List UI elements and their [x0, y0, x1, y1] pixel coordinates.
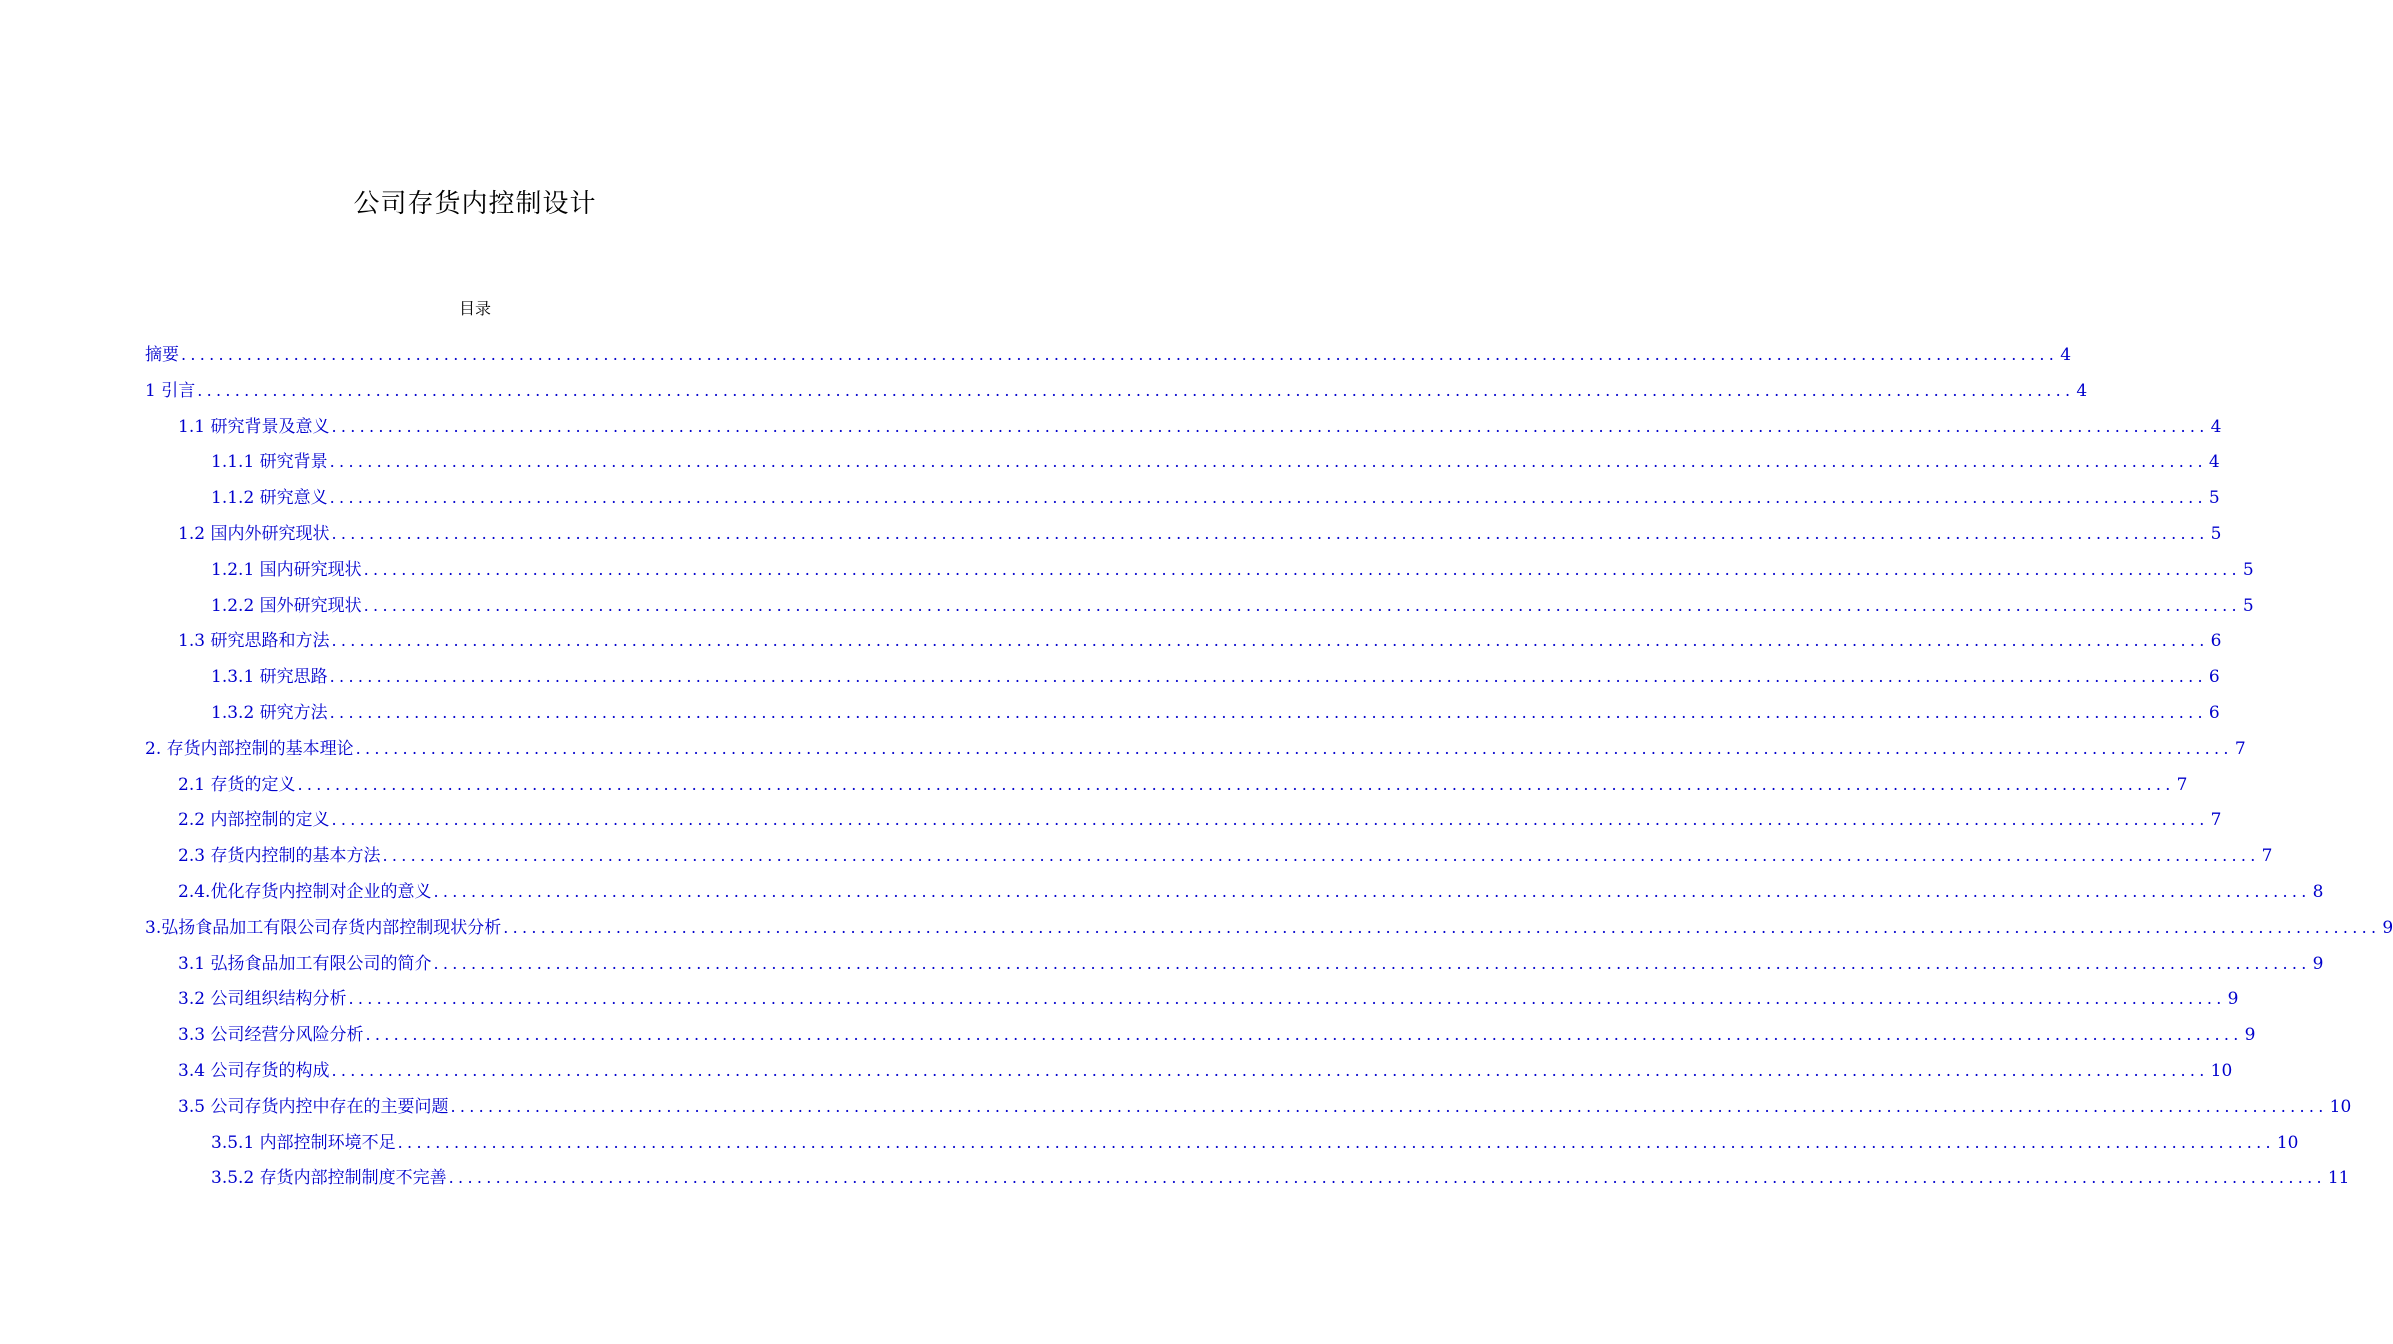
toc-entry[interactable] — [211, 1125, 2299, 1161]
toc-entry-page: 9 — [2244, 1025, 2256, 1046]
toc-entry[interactable] — [211, 1160, 2350, 1196]
toc-entry-page: 6 — [2210, 631, 2222, 652]
toc-entry-page: 6 — [2208, 703, 2220, 723]
toc-leader-dots: ........................................................................................................................................................................................................ — [433, 882, 2311, 901]
toc-leader-dots: ........................................................................................................................................................................................................ — [329, 703, 2207, 722]
toc-leader-dots: ........................................................................................................................................................................................................ — [181, 345, 2059, 364]
toc-leader-dots: ........................................................................................................................................................................................................ — [363, 559, 2241, 579]
toc-entry-label: 3.3 公司经营分风险分析 — [178, 1025, 364, 1046]
toc-entry-page: 5 — [2210, 524, 2222, 544]
toc-entry[interactable] — [211, 444, 2220, 480]
toc-entry[interactable] — [211, 695, 2220, 731]
toc-entry-page: 10 — [2329, 1096, 2352, 1117]
toc-entry-label: 1.1.1 研究背景 — [211, 452, 328, 473]
toc-entry-label: 1.2.1 国内研究现状 — [211, 559, 362, 580]
toc-entry-label: 1.1.2 研究意义 — [211, 488, 328, 509]
toc-entry-page: 4 — [2060, 345, 2072, 365]
toc-entry-label: 2.3 存货内控制的基本方法 — [178, 846, 381, 867]
toc-leader-dots: ........................................................................................................................................................................................................ — [448, 1168, 2326, 1188]
toc-leader-dots: ........................................................................................................................................................................................................ — [297, 774, 2175, 794]
toc-entry[interactable] — [178, 623, 2222, 659]
toc-entry-page: 5 — [2242, 559, 2254, 580]
toc-entry[interactable] — [145, 337, 2072, 373]
toc-leader-dots: ........................................................................................................................................................................................................ — [363, 595, 2241, 615]
toc-entry-page: 4 — [2076, 380, 2088, 401]
toc-heading: 目录 — [458, 299, 491, 318]
toc-leader-dots: ........................................................................................................................................................................................................ — [329, 488, 2207, 508]
toc-entry[interactable] — [178, 1053, 2233, 1089]
toc-entry[interactable] — [211, 588, 2254, 624]
toc-entry[interactable] — [178, 516, 2222, 552]
toc-entry-label: 1.3.2 研究方法 — [211, 703, 328, 723]
toc-entry-label: 3.4 公司存货的构成 — [178, 1061, 330, 1081]
toc-entry-page: 7 — [2210, 810, 2222, 831]
toc-entry-page: 9 — [2227, 989, 2239, 1010]
toc-leader-dots: ........................................................................................................................................................................................................ — [329, 452, 2207, 472]
toc-entry[interactable] — [145, 373, 2088, 409]
toc-entry-label: 2.4.优化存货内控制对企业的意义 — [178, 882, 432, 902]
toc-entry-label: 3.2 公司组织结构分析 — [178, 989, 347, 1010]
toc-leader-dots: ........................................................................................................................................................................................................ — [329, 667, 2207, 687]
toc-entry[interactable] — [178, 409, 2222, 445]
toc-entry-page: 7 — [2176, 774, 2188, 795]
toc-entry-page: 6 — [2208, 667, 2220, 688]
toc-entry-page: 7 — [2261, 846, 2273, 867]
toc-leader-dots: ........................................................................................................................................................................................................ — [365, 1025, 2243, 1045]
toc-entry-label: 1 引言 — [145, 380, 196, 401]
toc-entry-label: 1.3.1 研究思路 — [211, 667, 328, 688]
toc-leader-dots: ........................................................................................................................................................................................................ — [331, 524, 2209, 543]
toc-entry-page: 4 — [2210, 416, 2222, 437]
toc-entry-label: 1.3 研究思路和方法 — [178, 631, 330, 652]
toc-entry-page: 9 — [2382, 917, 2393, 938]
toc-entry[interactable] — [178, 946, 2324, 982]
toc-entry-page: 5 — [2208, 488, 2220, 509]
toc-entry-page: 11 — [2327, 1168, 2350, 1189]
toc-entry-label: 2.1 存货的定义 — [178, 774, 296, 795]
toc-entry[interactable] — [145, 731, 2246, 767]
toc-entry[interactable] — [178, 767, 2188, 803]
toc-entry-label: 3.1 弘扬食品加工有限公司的简介 — [178, 953, 432, 974]
document-title: 公司存货内控制设计 — [353, 189, 597, 219]
toc-entry[interactable] — [211, 659, 2220, 695]
toc-entry[interactable] — [178, 838, 2273, 874]
toc-leader-dots: ........................................................................................................................................................................................................ — [382, 846, 2260, 866]
toc-entry[interactable] — [145, 910, 2393, 946]
toc-entry-label: 1.1 研究背景及意义 — [178, 416, 330, 437]
toc-leader-dots: ........................................................................................................................................................................................................ — [331, 810, 2209, 830]
toc-entry[interactable] — [211, 480, 2220, 516]
toc-entry-label: 3.5.2 存货内部控制制度不完善 — [211, 1168, 447, 1189]
toc-entry[interactable] — [178, 874, 2324, 910]
toc-entry-page: 4 — [2208, 452, 2220, 473]
toc-leader-dots: ........................................................................................................................................................................................................ — [331, 1061, 2209, 1080]
toc-entry[interactable] — [178, 1017, 2256, 1053]
toc-entry-label: 1.2.2 国外研究现状 — [211, 595, 362, 616]
toc-leader-dots: ........................................................................................................................................................................................................ — [450, 1096, 2328, 1116]
toc-entry-label: 2.2 内部控制的定义 — [178, 810, 330, 831]
toc-entry-page: 10 — [2210, 1061, 2233, 1081]
toc-entry-label: 3.5 公司存货内控中存在的主要问题 — [178, 1096, 449, 1117]
toc-entry-label: 摘要 — [145, 345, 179, 365]
toc-entry-page: 7 — [2234, 738, 2246, 759]
toc-leader-dots: ........................................................................................................................................................................................................ — [348, 989, 2226, 1009]
toc-entry-label: 3.弘扬食品加工有限公司存货内部控制现状分析 — [145, 917, 502, 938]
toc-leader-dots: ........................................................................................................................................................................................................ — [397, 1132, 2275, 1152]
toc-leader-dots: ........................................................................................................................................................................................................ — [197, 380, 2075, 400]
toc-leader-dots: ........................................................................................................................................................................................................ — [503, 917, 2381, 937]
toc-entry[interactable] — [211, 552, 2254, 588]
toc-entry-page: 10 — [2276, 1132, 2299, 1153]
toc-entry[interactable] — [178, 1089, 2352, 1125]
toc-leader-dots: ........................................................................................................................................................................................................ — [355, 738, 2233, 758]
toc-entry-page: 8 — [2312, 882, 2324, 902]
toc-leader-dots: ........................................................................................................................................................................................................ — [331, 631, 2209, 651]
toc-leader-dots: ........................................................................................................................................................................................................ — [331, 416, 2209, 436]
toc-leader-dots: ........................................................................................................................................................................................................ — [433, 953, 2311, 973]
toc-entry[interactable] — [178, 802, 2222, 838]
toc-entry-page: 9 — [2312, 953, 2324, 974]
toc-entry-label: 3.5.1 内部控制环境不足 — [211, 1132, 396, 1153]
toc-entry-page: 5 — [2242, 595, 2254, 616]
toc-entry[interactable] — [178, 981, 2239, 1017]
toc-entry-label: 1.2 国内外研究现状 — [178, 524, 330, 544]
toc-entry-label: 2. 存货内部控制的基本理论 — [145, 738, 354, 759]
